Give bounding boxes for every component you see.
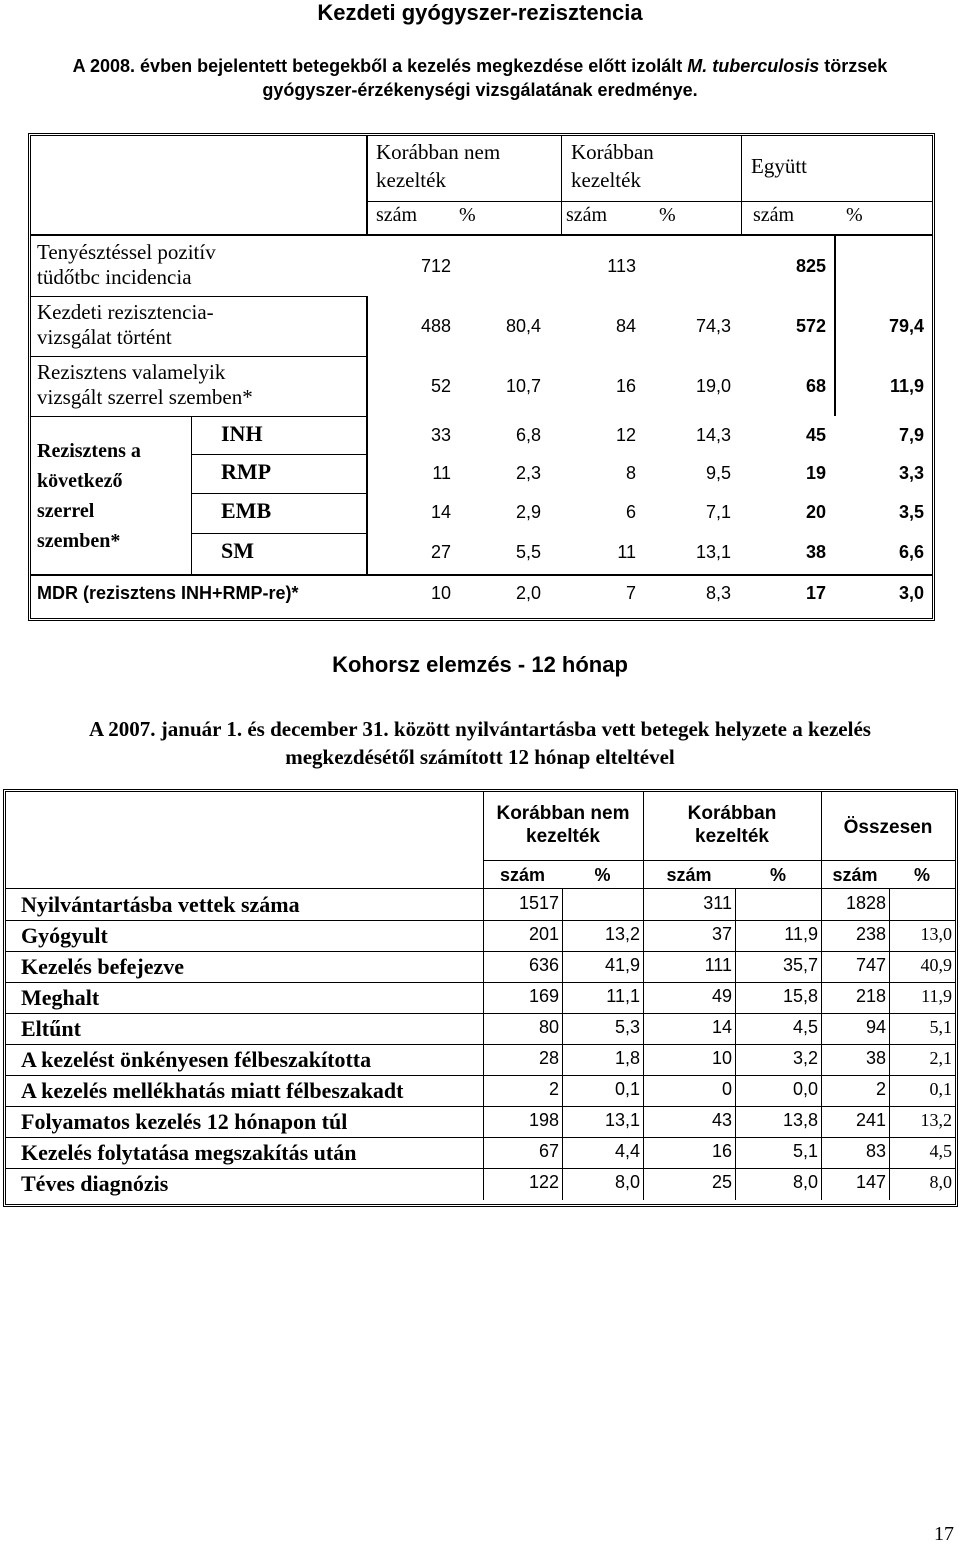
grid-line — [191, 493, 366, 494]
grid-line — [561, 136, 562, 234]
mdr-val-3: 8,3 — [705, 583, 731, 603]
sub-header-percent: % — [594, 865, 611, 885]
cohort-row-val-3: 3,2 — [792, 1048, 818, 1068]
cohort-row-val-0: 80 — [538, 1017, 559, 1037]
grid-line — [366, 296, 368, 416]
cohort-row-val-2: 49 — [711, 986, 732, 1006]
cohort-row-val-1: 1,8 — [614, 1048, 640, 1068]
drug-1-val-5: 3,3 — [898, 463, 924, 483]
resistance-table — [28, 133, 935, 621]
cohort-row-val-4: 38 — [865, 1048, 886, 1068]
row-label-line: Kezdeti rezisztencia- — [37, 300, 214, 324]
col-group-line: Korábban — [687, 803, 777, 824]
drug-2-val-2: 6 — [625, 502, 636, 522]
cohort-row-val-1: 13,2 — [604, 924, 640, 944]
cohort-row-label: Kezelés befejezve — [21, 954, 185, 979]
drug-0-val-0: 33 — [430, 425, 451, 445]
cohort-row-val-0: 636 — [528, 955, 559, 975]
intro-part-c: törzsek — [819, 56, 888, 76]
sub-header-percent: % — [769, 865, 786, 885]
cohort-row-val-4: 83 — [865, 1141, 886, 1161]
cohort-row-val-1: 41,9 — [604, 955, 640, 975]
drug-0-val-3: 14,3 — [695, 425, 731, 445]
section-title-cohort: Kohorsz elemzés - 12 hónap — [332, 652, 628, 677]
grid-line — [31, 416, 366, 417]
row-label-line: Rezisztens valamelyik — [37, 360, 226, 384]
grid-line — [889, 888, 890, 1200]
drug-name-sm: SM — [221, 538, 254, 563]
grid-line — [483, 888, 484, 1200]
grid-line — [6, 1168, 955, 1169]
grid-line — [6, 1137, 955, 1138]
grid-line — [6, 1075, 955, 1076]
cohort-table — [3, 789, 958, 1207]
grid-line — [366, 416, 368, 574]
row-0-val-4: 825 — [795, 256, 826, 276]
grid-line — [741, 136, 742, 234]
sub-header-count: szám — [832, 865, 878, 885]
grid-line — [31, 296, 366, 297]
cohort-row-label: A kezelés mellékhatás miatt félbeszakadt — [21, 1078, 404, 1103]
sub-header-count: szám — [666, 865, 712, 885]
cohort-row-val-2: 0 — [721, 1079, 732, 1099]
sub-header-percent: % — [659, 204, 676, 226]
col-group-line: Korábban nem — [496, 803, 630, 824]
drug-1-val-1: 2,3 — [515, 463, 541, 483]
row-2-val-4: 68 — [805, 376, 826, 396]
cohort-row-val-2: 16 — [711, 1141, 732, 1161]
row-1-val-1: 80,4 — [505, 316, 541, 336]
cohort-row-val-3: 11,9 — [784, 924, 818, 944]
row-label-0 — [37, 240, 216, 290]
intro-part-italic: M. tuberculosis — [687, 56, 820, 76]
cohort-row-val-4: 2 — [875, 1079, 886, 1099]
cohort-row-label: Nyilvántartásba vettek száma — [21, 892, 300, 917]
grid-line — [834, 296, 836, 416]
row-label-1 — [37, 300, 214, 350]
cohort-row-val-2: 311 — [703, 893, 732, 913]
row-0-val-2: 113 — [607, 256, 636, 276]
grid-line — [31, 356, 366, 357]
grid-line — [31, 574, 932, 576]
drug-group-label-line: szerrel — [37, 500, 95, 522]
mdr-val-0: 10 — [430, 583, 451, 603]
cohort-row-val-4: 1828 — [845, 893, 886, 913]
mdr-val-5: 3,0 — [898, 583, 924, 603]
grid-line — [735, 888, 736, 1200]
cohort-row-label: Téves diagnózis — [21, 1171, 169, 1196]
drug-1-val-3: 9,5 — [705, 463, 731, 483]
drug-0-val-1: 6,8 — [515, 425, 541, 445]
cohort-row-val-0: 2 — [548, 1079, 559, 1099]
row-label-line: Tenyésztéssel pozitív — [37, 240, 216, 264]
mdr-val-4: 17 — [805, 583, 826, 603]
row-2-val-0: 52 — [430, 376, 451, 396]
drug-1-val-4: 19 — [805, 463, 826, 483]
cohort-row-val-2: 10 — [711, 1048, 732, 1068]
col-group-line: kezelték — [695, 826, 769, 847]
row-1-val-5: 79,4 — [888, 316, 924, 336]
drug-3-val-5: 6,6 — [898, 542, 924, 562]
sub-header-count: szám — [566, 204, 608, 226]
sub-header-percent: % — [913, 865, 930, 885]
cohort-row-val-5: 4,5 — [929, 1141, 952, 1161]
intro-part-d: gyógyszer-érzékenységi vizsgálatának eredménye. — [262, 80, 698, 100]
cohort-row-val-5: 11,9 — [921, 986, 952, 1006]
drug-group-label — [37, 436, 141, 556]
drug-0-val-2: 12 — [615, 425, 636, 445]
cohort-row-val-1: 13,1 — [604, 1110, 640, 1130]
drug-name-inh: INH — [221, 421, 263, 446]
cohort-row-val-0: 201 — [528, 924, 559, 944]
intro-part-a: A 2008. évben bejelentett betegekből a kezelés megkezdése előtt izolált — [72, 56, 688, 76]
page-title: Kezdeti gyógyszer-rezisztencia — [317, 0, 643, 25]
cohort-row-val-0: 1517 — [518, 893, 559, 913]
cohort-row-val-5: 40,9 — [920, 955, 952, 975]
mdr-val-1: 2,0 — [515, 583, 541, 603]
cohort-row-val-5: 0,1 — [929, 1079, 952, 1099]
drug-2-val-5: 3,5 — [898, 502, 924, 522]
drug-name-emb: EMB — [221, 498, 272, 523]
col-group-line: kezelték — [376, 168, 446, 192]
sub-header-count: szám — [376, 204, 418, 226]
col-group-line: Korábban — [571, 140, 654, 164]
drug-0-val-4: 45 — [805, 425, 826, 445]
h-line-header — [31, 234, 932, 236]
cohort-row-val-4: 238 — [855, 924, 886, 944]
cohort-row-val-5: 8,0 — [929, 1172, 952, 1192]
drug-group-label-line: szemben* — [37, 530, 121, 552]
drug-2-val-3: 7,1 — [705, 502, 731, 522]
col-group-line: Összesen — [843, 817, 933, 838]
grid-line — [191, 533, 366, 534]
cohort-row-val-3: 15,8 — [782, 986, 818, 1006]
mdr-label: MDR (rezisztens INH+RMP-re)* — [37, 583, 299, 603]
drug-2-val-0: 14 — [430, 502, 451, 522]
cohort-row-val-4: 241 — [855, 1110, 886, 1130]
col-group-header-1 — [571, 138, 741, 194]
cohort-row-val-0: 198 — [528, 1110, 559, 1130]
cohort-row-val-1: 11,1 — [606, 986, 640, 1006]
row-label-line: vizsgálat történt — [37, 325, 172, 349]
cohort-row-val-1: 8,0 — [614, 1172, 640, 1192]
cohort-row-val-2: 14 — [711, 1017, 732, 1037]
cohort-row-label: Kezelés folytatása megszakítás után — [21, 1140, 357, 1165]
col-group-line: kezelték — [526, 826, 600, 847]
grid-line — [6, 888, 955, 889]
row-2-val-5: 11,9 — [889, 376, 924, 396]
cohort-row-val-4: 747 — [855, 955, 886, 975]
row-label-2 — [37, 360, 253, 410]
cohort-row-label: Folyamatos kezelés 12 hónapon túl — [21, 1109, 348, 1134]
row-1-val-4: 572 — [795, 316, 826, 336]
row-label-line: vizsgált szerrel szemben* — [37, 385, 253, 409]
grid-line — [643, 888, 644, 1200]
drug-2-val-1: 2,9 — [515, 502, 541, 522]
grid-line — [6, 1044, 955, 1045]
drug-1-val-2: 8 — [625, 463, 636, 483]
sub-header-percent: % — [846, 204, 863, 226]
drug-0-val-5: 7,9 — [898, 425, 924, 445]
cohort-row-val-0: 122 — [528, 1172, 559, 1192]
grid-line — [483, 860, 955, 861]
row-0-val-0: 712 — [420, 256, 451, 276]
grid-line — [6, 1013, 955, 1014]
cohort-row-val-3: 4,5 — [792, 1017, 818, 1037]
cohort-row-val-1: 0,1 — [614, 1079, 640, 1099]
drug-3-val-4: 38 — [805, 542, 826, 562]
grid-line — [562, 888, 563, 1200]
intro-text-2 — [0, 715, 960, 771]
grid-line — [366, 136, 368, 236]
sub-header-count: szám — [499, 865, 546, 885]
cohort-row-val-5: 13,0 — [920, 924, 952, 944]
page-number: 17 — [934, 1523, 954, 1545]
drug-3-val-1: 5,5 — [515, 542, 541, 562]
grid-line — [6, 1106, 955, 1107]
cohort-row-val-5: 2,1 — [929, 1048, 952, 1068]
col-group-line: kezelték — [571, 168, 641, 192]
cohort-row-val-2: 111 — [704, 955, 732, 975]
cohort-row-val-5: 13,2 — [920, 1110, 952, 1130]
col-group-header-0 — [483, 802, 643, 848]
grid-line — [6, 951, 955, 952]
grid-line — [191, 454, 366, 455]
row-2-val-2: 16 — [615, 376, 636, 396]
cohort-row-val-3: 13,8 — [782, 1110, 818, 1130]
col-group-header-together: Együtt — [751, 154, 807, 178]
row-1-val-2: 84 — [615, 316, 636, 336]
drug-1-val-0: 11 — [432, 463, 451, 483]
sub-header-count: szám — [753, 204, 795, 226]
drug-2-val-4: 20 — [805, 502, 826, 522]
grid-line — [6, 920, 955, 921]
cohort-row-val-0: 28 — [538, 1048, 559, 1068]
drug-3-val-2: 11 — [617, 542, 636, 562]
drug-name-rmp: RMP — [221, 459, 272, 484]
intro2-line-2: megkezdésétől számított 12 hónap elteltével — [285, 745, 675, 769]
row-2-val-1: 10,7 — [505, 376, 541, 396]
sub-header-percent: % — [459, 204, 476, 226]
cohort-row-val-1: 5,3 — [614, 1017, 640, 1037]
cohort-row-val-3: 8,0 — [792, 1172, 818, 1192]
grid-line — [366, 201, 932, 202]
cohort-row-val-3: 35,7 — [782, 955, 818, 975]
cohort-row-label: Eltűnt — [21, 1016, 81, 1041]
grid-line — [191, 416, 192, 574]
intro-text-1 — [0, 54, 960, 102]
mdr-val-2: 7 — [625, 583, 636, 603]
cohort-row-val-4: 147 — [855, 1172, 886, 1192]
cohort-row-val-0: 169 — [528, 986, 559, 1006]
cohort-row-val-4: 218 — [855, 986, 886, 1006]
col-group-header-0 — [376, 138, 561, 194]
col-group-header-2 — [821, 816, 955, 839]
row-2-val-3: 19,0 — [695, 376, 731, 396]
cohort-row-label: Gyógyult — [21, 923, 108, 948]
cohort-row-label: Meghalt — [21, 985, 100, 1010]
drug-group-label-line: következő — [37, 470, 123, 492]
col-group-line: Korábban nem — [376, 140, 501, 164]
cohort-row-val-0: 67 — [538, 1141, 559, 1161]
cohort-row-val-2: 25 — [711, 1172, 732, 1192]
drug-3-val-0: 27 — [430, 542, 451, 562]
cohort-row-val-1: 4,4 — [614, 1141, 640, 1161]
cohort-row-val-3: 0,0 — [792, 1079, 818, 1099]
cohort-row-val-2: 43 — [711, 1110, 732, 1130]
grid-line — [821, 888, 822, 1200]
intro2-line-1: A 2007. január 1. és december 31. között nyilvántartásba vett betegek helyzete a kezelés — [89, 717, 871, 741]
row-1-val-0: 488 — [420, 316, 451, 336]
row-label-line: tüdőtbc incidencia — [37, 265, 192, 289]
drug-group-label-line: Rezisztens a — [37, 440, 141, 462]
cohort-row-val-5: 5,1 — [929, 1017, 952, 1037]
cohort-row-label: A kezelést önkényesen félbeszakította — [21, 1047, 372, 1072]
grid-line — [6, 982, 955, 983]
row-1-val-3: 74,3 — [695, 316, 731, 336]
cohort-row-val-4: 94 — [865, 1017, 886, 1037]
cohort-row-val-2: 37 — [711, 924, 732, 944]
cohort-row-val-3: 5,1 — [792, 1141, 818, 1161]
drug-3-val-3: 13,1 — [695, 542, 731, 562]
col-group-header-1 — [643, 802, 821, 848]
